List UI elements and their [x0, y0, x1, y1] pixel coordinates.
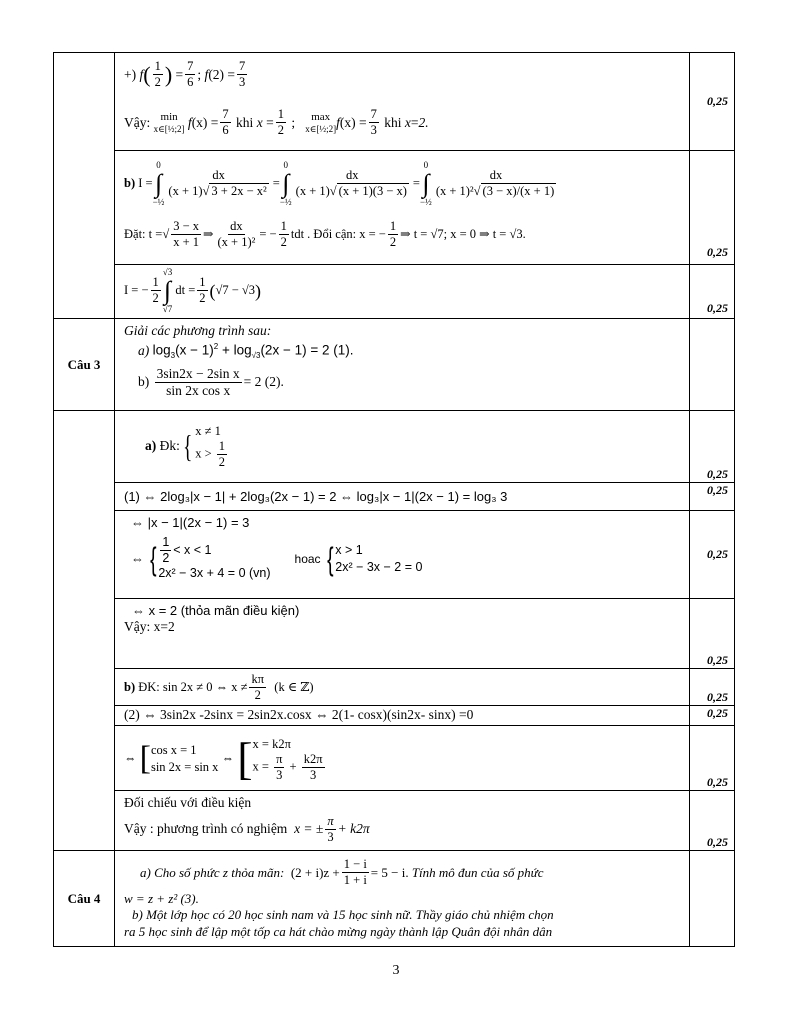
equivalence-line: ⇔ |x − 1|(2x − 1) = 3 [131, 515, 250, 530]
equation-a: a) $\log_3(x - 1)^2 + \log_{√3}(2x - 1) = 2$ (1). [138, 342, 354, 361]
conclusion-line: Vậy: x=2 [124, 619, 175, 635]
score-cell: 0,25 [690, 791, 735, 851]
condition-a: a) Đk: { x ≠ 1 x > $\frac{1}{2}$ [145, 423, 226, 469]
score-cell: 0,25 [690, 511, 735, 599]
question-b-line: b) Một lớp học có 20 học sinh nam và 15 học sinh nữ. Thầy giáo chủ nhiệm chọn [132, 907, 554, 923]
table-row [54, 851, 735, 947]
part-label: b) [138, 374, 150, 390]
final-solution-line: Vậy : phương trình có nghiệm x = ± $\frac{\pi}{3}$ + k2π [124, 814, 370, 845]
content-cell: (1) ⇔ 2log₃|x − 1| + 2log₃(2x − 1) = 2 ⇔ log₃|x − 1|(2x − 1) = log₃ 3 [115, 483, 690, 511]
condition-b: b) ĐK: sin 2x ≠ 0 ⇔ x ≠ $\frac{k\pi}{2}$ (k ∈ ℤ) [124, 672, 314, 703]
solution-line: ⇔ x = 2 (thỏa mãn điều kiện) [132, 603, 300, 618]
integral-result-line: I = − $\frac{1}{2}$ √3 ∫ √7 dt = $\frac{1}{2}$ ( √7 − √3 ) [124, 266, 262, 314]
content-cell [115, 53, 690, 151]
table-row [54, 53, 735, 151]
content-cell [115, 669, 690, 706]
content-cell [115, 151, 690, 265]
question-a-line: a) Cho số phức z thỏa mãn: (2 + i)z + $\frac{1 - i}{1 + i}$ = 5 − i. Tính mô đun của số phức [140, 857, 544, 888]
score-cell: 0,25 [690, 53, 735, 151]
question-label: Câu 3 [67, 356, 101, 372]
table-row [54, 669, 735, 706]
score-cell: 0,25 [690, 706, 735, 726]
table-row [54, 791, 735, 851]
content-cell [115, 599, 690, 669]
content-cell [115, 511, 690, 599]
table-row [54, 483, 735, 511]
score-cell: 0,25 [690, 669, 735, 706]
score-cell-empty [690, 851, 735, 947]
equation-b: b) $\frac{\text{3sin2x − 2sin x}}{\text{sin 2x cos x}}$ = 2 (2). [138, 366, 284, 399]
substitution-label: Đặt: [124, 227, 146, 242]
or-label: hoac [294, 551, 321, 566]
answer-key-table [53, 52, 735, 947]
cases-line: ⇔ { $\frac{1}{2}$ < x < 1 2x² − 3x + 4 = 0 (vn) hoac { x > 1 2x² − 3x − 2 = 0 [131, 534, 423, 581]
table-row [54, 599, 735, 669]
question-a-line2: w = z + z² (3). [124, 891, 199, 906]
table-row [54, 151, 735, 265]
score-cell: 0,25 [690, 599, 735, 669]
score-cell: 0,25 [690, 151, 735, 265]
content-cell [115, 726, 690, 791]
f-symbol: f [139, 66, 144, 82]
score-breakdown-cell [54, 411, 115, 851]
substitution-line: Đặt: t = √ $\frac{3 - x}{x + 1}$ ⇒ $\frac{dx}{\text{(x + 1)²}}$ = − $\frac{1}{2}$ tdt . Đổi cận: x = − $\frac{1}{2}$ ⇒ t = √7; x = 0 ⇒ t = √3. [124, 219, 526, 250]
conclusion-label: Vậy: [124, 114, 151, 130]
content-cell [115, 791, 690, 851]
content-cell [115, 411, 690, 483]
table-row [54, 511, 735, 599]
part-label: b) [124, 176, 136, 191]
trig-cases-line: ⇔ [ cos x = 1 sin 2x = sin x ⇔ [ x = k2π x = $\frac{\pi}{3}$ + $\frac{k2\pi}{3}$ [124, 733, 323, 784]
bounds-label: Đổi cận: [313, 227, 357, 242]
content-cell [115, 265, 690, 319]
answer-key-table-wrapper [53, 52, 735, 959]
check-condition-line: Đối chiếu với điều kiện [124, 795, 252, 810]
plus-marker: +) [124, 66, 137, 82]
question-cell [115, 851, 690, 947]
min-max-line: Vậy: min x∈[½;2] f (x) = $\frac{7}{6}$ khi x = $\frac{1}{2}$ ; max x∈[½;2] f (x) = $\frac{7}{3}$ khi x = 2. [124, 107, 429, 138]
table-row [54, 411, 735, 483]
f-values-line: +) f ( $\frac{1}{2}$ ) = $\frac{7}{6}$ ; f (2) = $\frac{7}{3}$ [124, 59, 246, 90]
question-label: Câu 4 [67, 890, 101, 906]
question-label-cell [54, 851, 115, 947]
left-blank-cell [54, 53, 115, 319]
score-cell-empty [690, 319, 735, 411]
score-cell: 0,25 [690, 265, 735, 319]
score-cell: 0,25 [690, 726, 735, 791]
question-label-cell [54, 319, 115, 411]
part-label: a) [138, 343, 150, 359]
condition-label: a) [145, 437, 160, 453]
question-intro: Giải các phương trình sau: [124, 323, 272, 338]
table-row [54, 265, 735, 319]
score-cell: 0,25 [690, 411, 735, 483]
table-row [54, 726, 735, 791]
question-b-line2: ra 5 học sinh để lập một tốp ca hát chào mừng ngày thành lập Quân đội nhân dân [124, 923, 553, 939]
table-row [54, 706, 735, 726]
page-number: 3 [392, 963, 400, 978]
table-row [54, 319, 735, 411]
integral-line: b) I = 0 ∫ −½ $\frac{dx}{\text{(x + 1)√ 3 + 2x − x²}}$ = 0 ∫ −½ $\frac{dx}{(x + 1)√ (x + 1)(3 - x)}$ = 0 ∫ −½ $\frac{dx}{\text{(x + 1)²√ (3 − x)/(x + 1)}}$ [124, 159, 555, 207]
content-cell: (2) ⇔ 3sin2x -2sinx = 2sin2x.cosx ⇔ 2(1- cosx)(sin2x- sinx) =0 [115, 706, 690, 726]
score-cell: 0,25 [690, 483, 735, 511]
question-cell [115, 319, 690, 411]
